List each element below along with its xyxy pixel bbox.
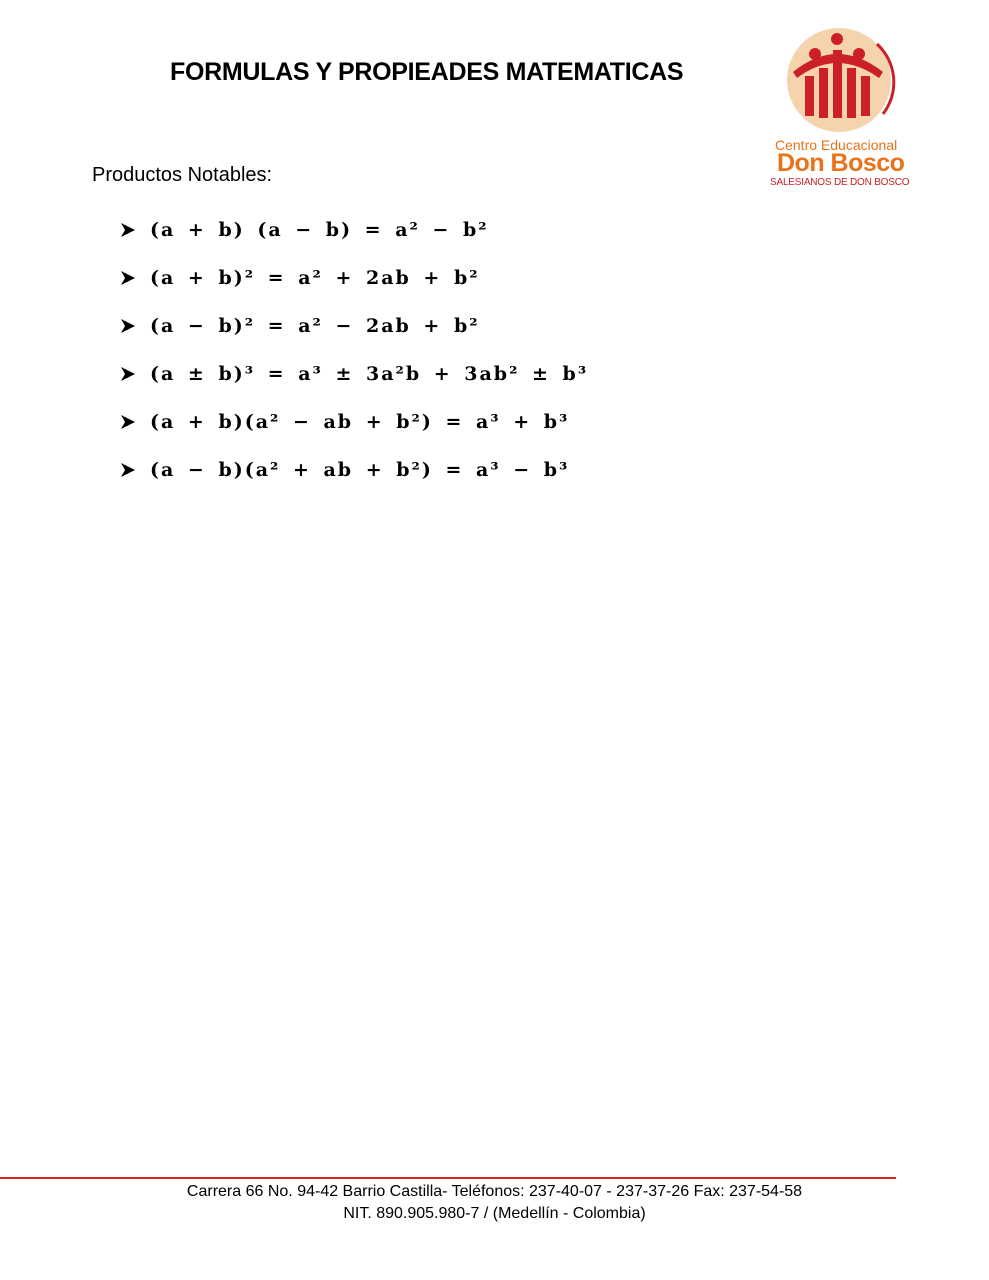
- formula-item: [120, 206, 588, 254]
- formula-item: [120, 446, 588, 494]
- footer-nit: NIT. 890.905.980-7 / (Medellín - Colombia): [343, 1205, 646, 1222]
- formula-text: (a + b)² = a² + 2ab + b²: [150, 267, 480, 289]
- formula-item: [120, 350, 588, 398]
- section-label: Productos Notables:: [92, 164, 273, 186]
- footer-address: Carrera 66 No. 94-42 Barrio Castilla- Teléfonos: 237-40-07 - 237-37-26 Fax: 237-54-58: [186, 1183, 803, 1200]
- arrowhead-bullet-icon: [120, 318, 150, 334]
- formula-text: (a − b)² = a² − 2ab + b²: [150, 315, 480, 337]
- logo-text-line3: SALESIANOS DE DON BOSCO: [770, 177, 910, 188]
- formula-text: (a − b)(a² + ab + b²) = a³ − b³: [150, 459, 570, 481]
- footer-rule: [0, 1177, 896, 1179]
- logo-text-line2: Don Bosco: [777, 149, 905, 177]
- school-logo: [765, 28, 913, 192]
- arrowhead-bullet-icon: [120, 462, 150, 478]
- document-title: FORMULAS Y PROPIEADES MATEMATICAS: [170, 58, 684, 86]
- footer: [0, 1181, 989, 1225]
- arrowhead-bullet-icon: [120, 366, 150, 382]
- logo-text-line1: Centro Educacional: [775, 137, 898, 153]
- arrowhead-bullet-icon: [120, 222, 150, 238]
- formula-text: (a + b) (a − b) = a² − b²: [150, 219, 489, 241]
- logo-emblem-icon: [765, 28, 913, 136]
- formula-list: [120, 206, 588, 494]
- formula-item: [120, 398, 588, 446]
- formula-text: (a ± b)³ = a³ ± 3a²b + 3ab² ± b³: [150, 363, 589, 385]
- arrowhead-bullet-icon: [120, 270, 150, 286]
- arrowhead-bullet-icon: [120, 414, 150, 430]
- formula-item: [120, 254, 588, 302]
- formula-item: [120, 302, 588, 350]
- formula-text: (a + b)(a² − ab + b²) = a³ + b³: [150, 411, 570, 433]
